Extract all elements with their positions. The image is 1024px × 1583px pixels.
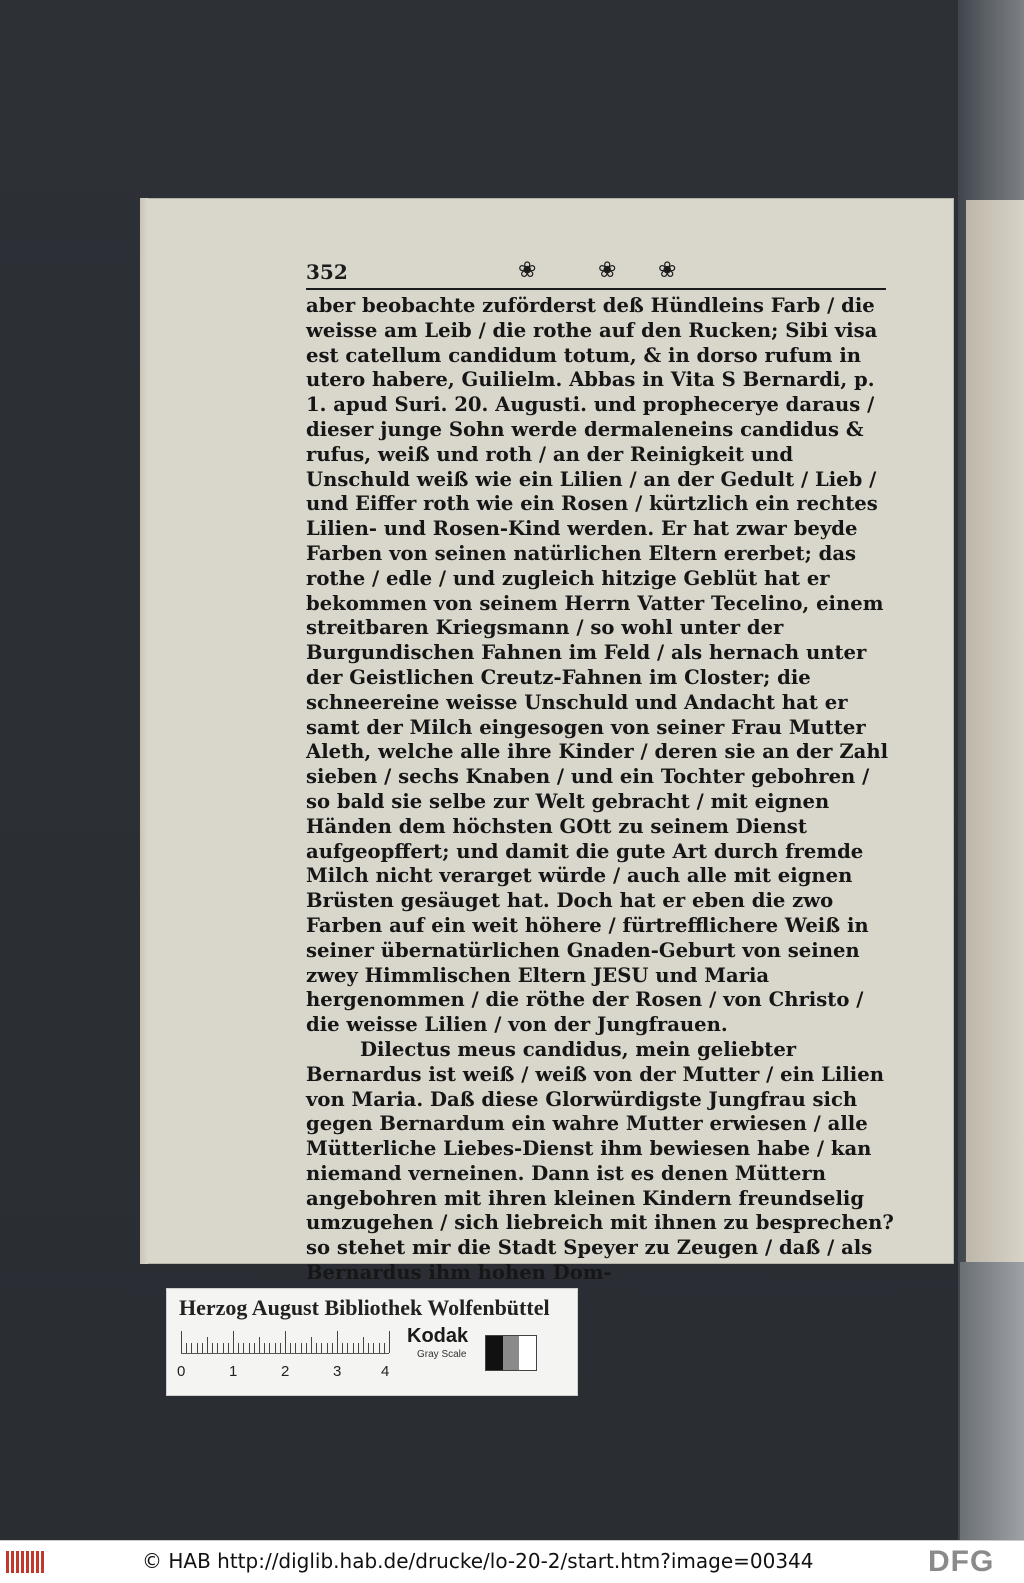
paragraph: Dilectus meus candidus, mein geliebter Bernardus ist weiß / weiß von der Mutter / ein Lilien von Maria. Daß diese Glorwürdigste Jungfrau sich gegen Bernardum ein wahre Mutter erwiesen / alle Mütterliche Liebes-Dienst ihm bewiesen habe / kan niemand verneinen. Dann ist es denen Müttern angebohren mit ihren kleinen Kindern freundselig umzugehen / sich liebreich mit ihnen zu besprechen? so stehet mir die Stadt Speyer zu Zeugen / daß / als Bernardus ihm hohen Dom- <box>306 1037 894 1285</box>
ruler-tick <box>353 1343 354 1353</box>
page-number: 352 <box>306 260 348 284</box>
ruler-tick <box>290 1343 291 1353</box>
ruler-tick <box>363 1337 364 1353</box>
ruler-tick <box>264 1343 265 1353</box>
swatch-black <box>486 1336 503 1370</box>
swatch-white <box>519 1336 536 1370</box>
swatch-gray <box>503 1336 520 1370</box>
ruler-label: 2 <box>281 1363 290 1380</box>
ruler-tick <box>181 1331 182 1353</box>
ruler-label: 3 <box>333 1363 342 1380</box>
ruler-tick <box>207 1337 208 1353</box>
kodak-logo: Kodak <box>407 1325 469 1347</box>
ruler-tick <box>295 1343 296 1353</box>
adjacent-page-strip <box>958 0 1024 1540</box>
ruler-tick <box>233 1331 234 1353</box>
library-name: Herzog August Bibliothek Wolfenbüttel <box>179 1295 550 1320</box>
ruler-label: 4 <box>381 1363 390 1380</box>
ruler-tick <box>223 1343 224 1353</box>
ruler-tick <box>254 1343 255 1353</box>
ruler-tick <box>275 1343 276 1353</box>
ruler-tick <box>316 1343 317 1353</box>
ruler-tick <box>384 1343 385 1353</box>
ruler-tick <box>301 1343 302 1353</box>
book-page <box>140 198 954 1285</box>
ruler-tick <box>249 1343 250 1353</box>
adjacent-page-edge <box>966 200 1024 1262</box>
ruler-tick <box>373 1343 374 1353</box>
ruler-tick <box>389 1331 390 1353</box>
ornament-icon: ❀ <box>598 258 617 283</box>
ruler-tick <box>337 1331 338 1353</box>
page-edge <box>140 198 148 1264</box>
ruler-tick <box>285 1331 286 1353</box>
ruler-tick <box>217 1343 218 1353</box>
ruler-tick <box>197 1343 198 1353</box>
ruler-tick <box>368 1343 369 1353</box>
ruler-label: 1 <box>229 1363 238 1380</box>
ruler-tick <box>327 1343 328 1353</box>
ruler-tick <box>342 1343 343 1353</box>
ruler-tick <box>311 1337 312 1353</box>
ruler-tick <box>306 1343 307 1353</box>
gray-scale-swatches <box>485 1335 537 1371</box>
paragraph: aber beobachte zuförderst deß Hündleins Farb / die weisse am Leib / die rothe auf den Rucken; Sibi visa est catellum candidum totum, & in dorso rufum in utero habere, Guilielm. Abbas in Vita S Bernardi, p. 1. apud Suri. 20. Augusti. und prophecerye daraus / dieser junge Sohn werde dermaleneins candidus & rufus, weiß und roth / an der Reinigkeit und Unschuld weiß wie ein Lilien / an der Gedult / Lieb / und Eiffer roth wie ein Rosen / kürtzlich ein rechtes Lilien- und Rosen-Kind werden. Er hat zwar beyde Farben von seinen natürlichen Eltern ererbet; das rothe / edle / und zugleich hitzige Geblüt hat er bekommen von seinem Herrn Vatter Tecelino, einem streitbaren Kriegsmann / so wohl unter der Burgundischen Fahnen im Feld / als hernach unter der Geistlichen Creutz-Fahnen im Closter; die schneereine weisse Unschuld und Andacht hat er samt der Milch eingesogen von seiner Frau Mutter Aleth, welche alle ihre Kinder / deren sie an der Zahl sieben / sechs Knaben / und ein Tochter gebohren / so bald sie selbe zur Welt gebracht / mit eignen Händen dem höchsten GOtt zu seinem Dienst aufgeopffert; und damit die gute Art durch fremde Milch nicht verarget würde / auch alle mit eignen Brüsten gesäuget hat. Doch hat er eben die zwo Farben auf ein weit höhere / fürtrefflichere Weiß in seiner übernatürlichen Gnaden-Geburt von seinen zwey Himmlischen Eltern JESU und Maria hergenommen / die röthe der Rosen / von Christo / die weisse Lilien / von der Jungfrauen. <box>306 294 889 1037</box>
copyright-link[interactable]: © HAB http://diglib.hab.de/drucke/lo-20-2/start.htm?image=00344 <box>142 1549 814 1573</box>
footer-bar <box>0 1540 1024 1583</box>
ruler-tick <box>186 1343 187 1353</box>
adjacent-page-shadow <box>960 1262 1024 1540</box>
ruler-tick <box>358 1343 359 1353</box>
page-header <box>306 260 886 290</box>
ornament-icon: ❀ <box>658 258 677 283</box>
ruler-tick <box>238 1343 239 1353</box>
ruler <box>181 1329 389 1354</box>
library-color-card <box>166 1288 578 1396</box>
ruler-tick <box>379 1343 380 1353</box>
ruler-tick <box>259 1337 260 1353</box>
hab-logo-icon <box>6 1549 48 1575</box>
ruler-tick <box>280 1343 281 1353</box>
page-text <box>306 294 896 1286</box>
ruler-tick <box>228 1343 229 1353</box>
ruler-tick <box>321 1343 322 1353</box>
ornament-icon: ❀ <box>518 258 537 283</box>
dfg-logo: DFG <box>928 1545 995 1578</box>
ruler-tick <box>347 1343 348 1353</box>
ruler-tick <box>191 1343 192 1353</box>
ruler-tick <box>243 1343 244 1353</box>
gray-scale-label: Gray Scale <box>417 1349 467 1360</box>
ruler-tick <box>332 1343 333 1353</box>
ruler-label: 0 <box>177 1363 186 1380</box>
ruler-tick <box>269 1343 270 1353</box>
ruler-tick <box>202 1343 203 1353</box>
ruler-tick <box>212 1343 213 1353</box>
